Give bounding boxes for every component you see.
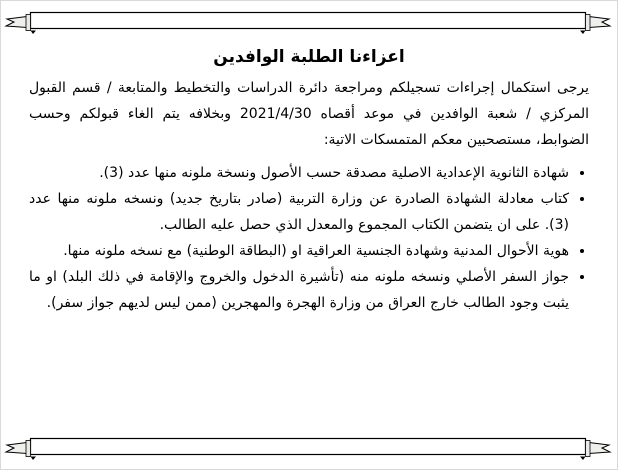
requirement-item: • هوية الأحوال المدنية وشهادة الجنسية العراقية او (البطاقة الوطنية) مع نسخه ملونه منها. [29, 238, 569, 264]
ribbon-scroll-top [1, 5, 617, 37]
document-body [1, 37, 617, 316]
ribbon-scroll-icon [0, 5, 617, 37]
requirement-item: • جواز السفر الأصلي ونسخه ملونه منه (تأشيرة الدخول والخروج والإقامة في ذلك البلد) او ما يثبت وجود الطالب خارج العراق من وزارة الهجرة والمهجرين (ممن ليس لديهم جواز سفر). [29, 264, 569, 316]
page-title: اعزاءنا الطلبة الوافدين [213, 47, 405, 67]
intro-paragraph: يرجى استكمال إجراءات تسجيلكم ومراجعة دائرة الدراسات والتخطيط والمتابعة / قسم القبول المركزي / شعبة الوافدين في موعد أقصاه 2021/4/30 وبخلافه يتم الغاء قبولكم وحسب الضوابط، مستصحبين معكم المتمسكات الاتية: [29, 80, 589, 148]
ribbon-scroll-icon [0, 431, 617, 463]
ribbon-scroll-bottom [1, 431, 617, 463]
requirement-item: • شهادة الثانوية الإعدادية الاصلية مصدقة حسب الأصول ونسخة ملونه منها عدد (3). [29, 160, 569, 186]
requirement-item: • كتاب معادلة الشهادة الصادرة عن وزارة التربية (صادر بتاريخ جديد) ونسخه ملونه منها عدد (3). على ان يتضمن الكتاب المجموع والمعدل الذي حصل عليه الطالب. [29, 186, 569, 238]
requirements-list [29, 160, 589, 316]
